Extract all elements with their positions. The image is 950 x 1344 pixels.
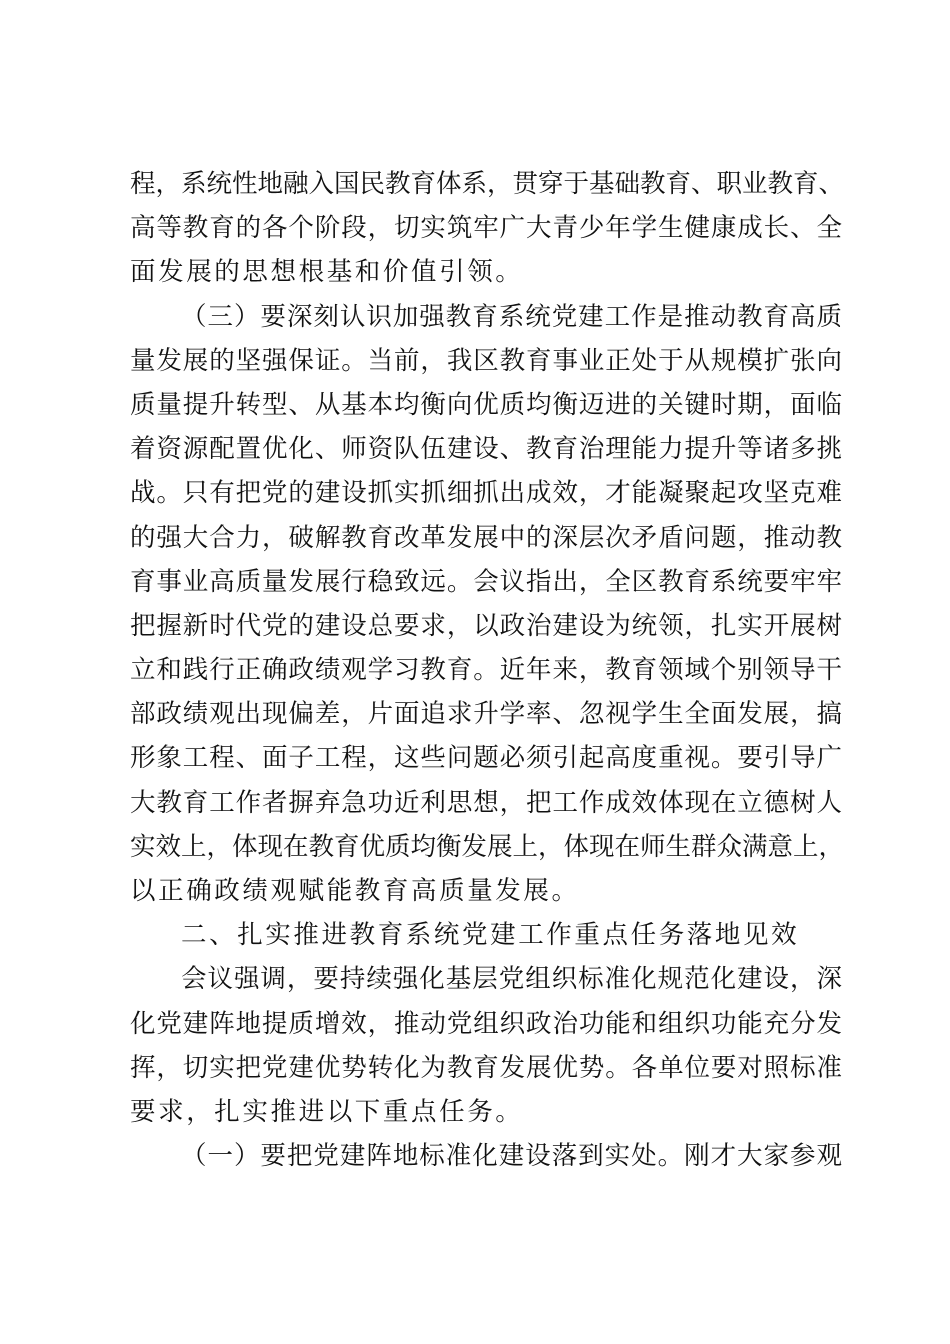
body-line: 面发展的思想根基和价值引领。 — [130, 257, 524, 288]
body-line: 形象工程、面子工程，这些问题必须引起高度重视。要引导广 — [130, 743, 842, 774]
body-line: 高等教育的各个阶段，切实筑牢广大青少年学生健康成长、全 — [130, 213, 842, 244]
body-line: 立和践行正确政绩观学习教育。近年来，教育领域个别领导干 — [130, 655, 842, 686]
section-heading-line: （一）要把党建阵地标准化建设落到实处。刚才大家参观 — [181, 1141, 842, 1172]
section-heading-line: （三）要深刻认识加强教育系统党建工作是推动教育高质 — [181, 301, 842, 332]
body-line: 育事业高质量发展行稳致远。会议指出，全区教育系统要牢牢 — [130, 566, 842, 597]
body-line: 质量提升转型、从基本均衡向优质均衡迈进的关键时期，面临 — [130, 389, 842, 420]
body-line: 量发展的坚强保证。当前，我区教育事业正处于从规模扩张向 — [130, 345, 842, 376]
body-line: 程，系统性地融入国民教育体系，贯穿于基础教育、职业教育、 — [130, 169, 845, 199]
body-line: 战。只有把党的建设抓实抓细抓出成效，才能凝聚起攻坚克难 — [130, 478, 842, 509]
body-line: 挥，切实把党建优势转化为教育发展优势。各单位要对照标准 — [130, 1052, 842, 1083]
body-line: 会议强调，要持续强化基层党组织标准化规范化建设，深 — [181, 964, 842, 995]
body-line: 大教育工作者摒弃急功近利思想，把工作成效体现在立德树人 — [130, 787, 842, 818]
body-line: 的强大合力，破解教育改革发展中的深层次矛盾问题，推动教 — [130, 522, 842, 553]
body-line: 化党建阵地提质增效，推动党组织政治功能和组织功能充分发 — [130, 1008, 842, 1039]
body-line: 把握新时代党的建设总要求，以政治建设为统领，扎实开展树 — [130, 610, 842, 641]
body-line: 以正确政绩观赋能教育高质量发展。 — [130, 876, 580, 906]
body-line: 着资源配置优化、师资队伍建设、教育治理能力提升等诸多挑 — [130, 434, 842, 465]
body-line: 部政绩观出现偏差，片面追求升学率、忽视学生全面发展，搞 — [130, 699, 842, 730]
body-line: 要求，扎实推进以下重点任务。 — [130, 1096, 524, 1127]
section-title-line: 二、扎实推进教育系统党建工作重点任务落地见效 — [181, 920, 800, 951]
document-body — [130, 162, 845, 1178]
body-line: 实效上，体现在教育优质均衡发展上，体现在师生群众满意上， — [130, 831, 845, 862]
